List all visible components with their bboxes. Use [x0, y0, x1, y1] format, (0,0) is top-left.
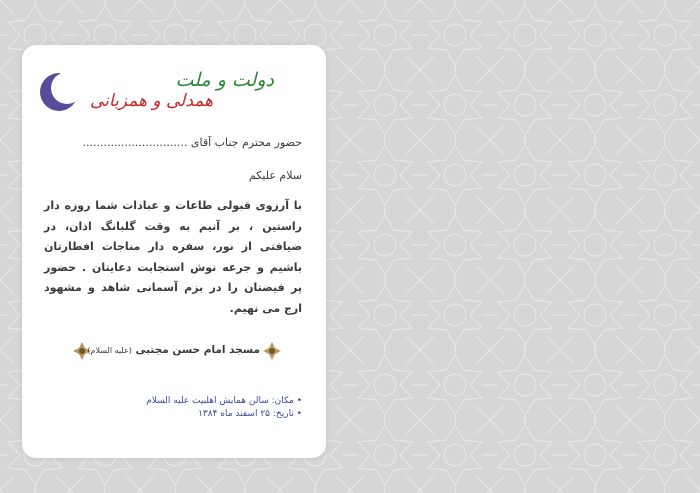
invitation-card: [22, 45, 326, 458]
mosque-name-text: مسجد امام حسن مجتبی: [135, 344, 260, 356]
signature: [72, 341, 282, 363]
event-place: • مکان: سالن همایش اهلبیت علیه السلام: [146, 396, 302, 406]
slogan-line-2: همدلی و همزبانی: [90, 91, 214, 111]
crescent-icon: [38, 71, 80, 113]
slogan-line-1: دولت و ملت: [175, 69, 274, 91]
slogan-logo: [82, 65, 282, 117]
salutation: [82, 136, 302, 149]
letter-body: با آرزوی قبولی طاعات و عبادات شما روزه دار راستین ، بر آنیم به وقت گلبانگ اذان، در ضیافتی از نور، سفره دار مناجات افطارتان باشیم و جرعه نوش استجابت دعایتان . حضور پر فیضتان را در بزم آسمانی شاهد و مشهود ارج می نهیم.: [44, 199, 302, 315]
mosque-name: [87, 344, 260, 356]
ornament-icon: [262, 341, 282, 361]
event-date: • تاریخ: ۲۵ اسفند ماه ۱۳۸۴: [198, 409, 302, 419]
greeting: سلام علیکم: [248, 169, 302, 182]
salutation-dots: ..............................: [82, 136, 188, 149]
mosque-honorific: (علیه السلام): [87, 346, 132, 355]
salutation-prefix: حضور محترم جناب آقای: [190, 136, 302, 149]
